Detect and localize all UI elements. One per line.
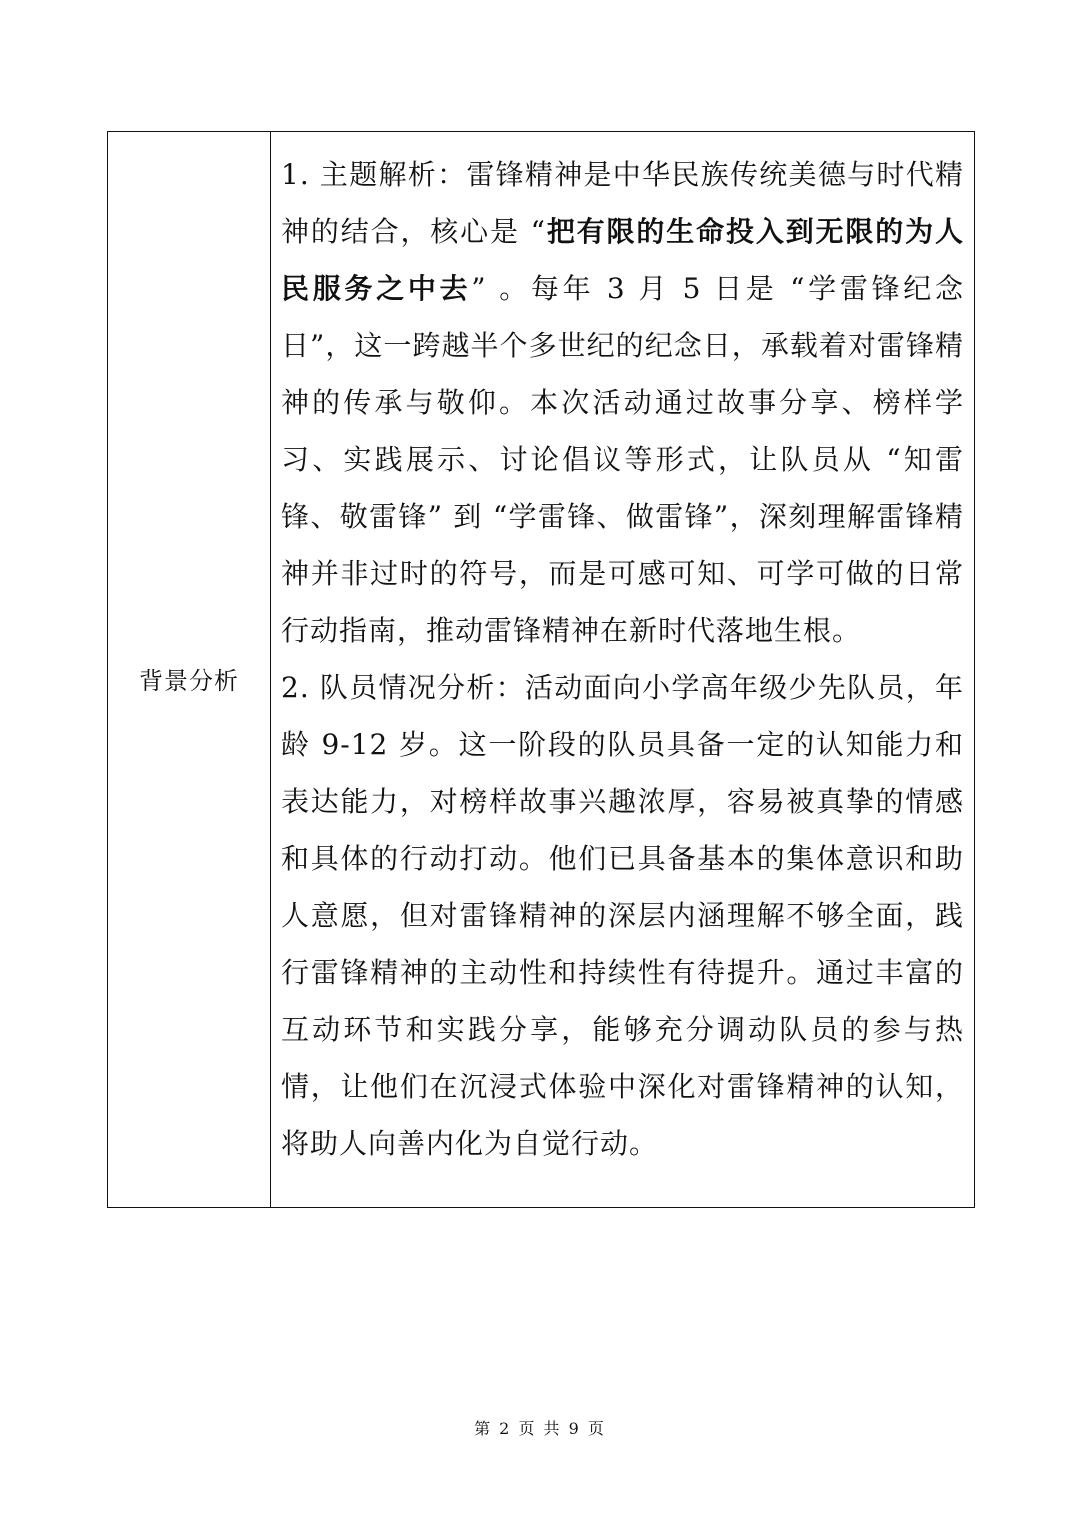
theme-analysis-prefix: 1. 主题解析：雷锋精神是中华民族传统美德与时代精神的结合，核心是 “ [281, 158, 964, 248]
member-analysis-paragraph: 2. 队员情况分析：活动面向小学高年级少先队员，年龄 9-12 岁。这一阶段的队员具备一定的认知能力和表达能力，对榜样故事兴趣浓厚，容易被真挚的情感和具体的行动打动。他们已具备基本的集体意识和助人意愿，但对雷锋精神的深层内涵理解不够全面，践行雷锋精神的主动性和持续性有待提升。通过丰富的互动环节和实践分享，能够充分调动队员的参与热情，让他们在沉浸式体验中深化对雷锋精神的认知，将助人向善内化为自觉行动。 [281, 671, 964, 1160]
theme-analysis-bold-quote: 把有限的生命投入到无限的为人民服务之中去 [281, 215, 964, 305]
content-cell [271, 132, 974, 1207]
background-analysis-table [107, 131, 975, 1208]
theme-analysis-paragraph [281, 146, 964, 659]
row-label-cell [108, 132, 271, 1207]
page-number-footer: 第 2 页 共 9 页 [474, 1419, 606, 1438]
row-label: 背景分析 [139, 667, 239, 695]
theme-analysis-suffix: ” 。每年 3 月 5 日是 “学雷锋纪念日”，这一跨越半个多世纪的纪念日，承载着对雷锋精神的传承与敬仰。本次活动通过故事分享、榜样学习、实践展示、讨论倡议等形式，让队员从 “知雷锋、敬雷锋” 到 “学雷锋、做雷锋”，深刻理解雷锋精神并非过时的符号，而是可感可知、可学可做的日常行动指南，推动雷锋精神在新时代落地生根。 [281, 272, 964, 647]
